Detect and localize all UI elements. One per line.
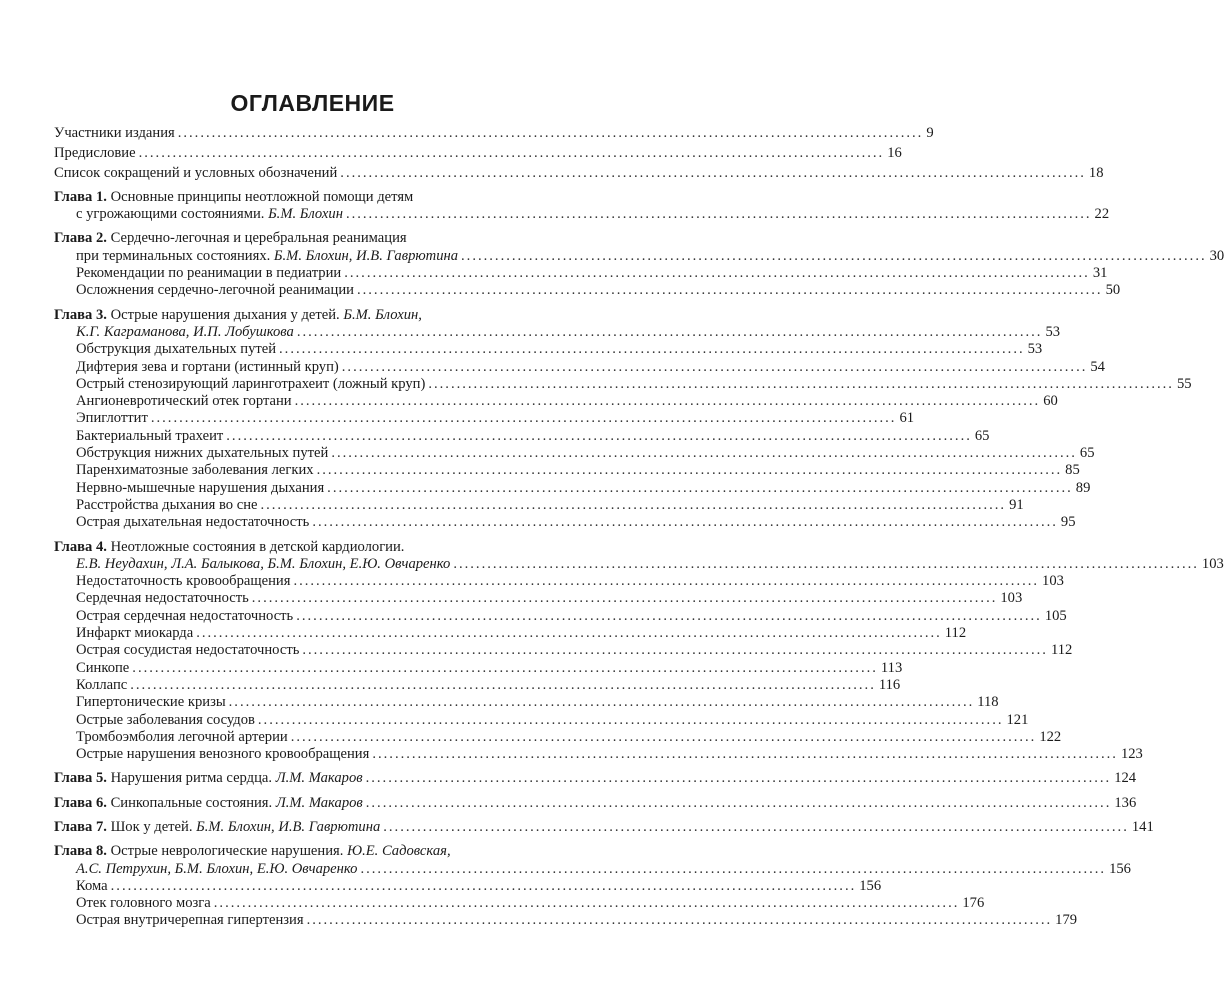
chapter-label: Глава 5. bbox=[54, 770, 107, 787]
chapter-heading-cont[interactable] bbox=[54, 247, 1224, 265]
chapter-authors: Б.М. Блохин, И.В. Гаврютина bbox=[273, 247, 459, 264]
page-number: 55 bbox=[1176, 375, 1192, 392]
page-number: 22 bbox=[1094, 206, 1110, 223]
page-number: 89 bbox=[1075, 479, 1091, 496]
toc-entry[interactable] bbox=[54, 462, 1080, 479]
entry-title: Сердечная недостаточность bbox=[76, 590, 249, 607]
dot-leader: .................................................................................................................................... bbox=[196, 625, 942, 642]
dot-leader: .................................................................................................................................... bbox=[345, 206, 1092, 223]
chapter-title-cont: при терминальных состояниях. bbox=[76, 247, 271, 264]
entry-title: Нервно-мышечные нарушения дыхания bbox=[76, 479, 325, 496]
page-number: 30 bbox=[1209, 247, 1224, 264]
dot-leader: .................................................................................................................................... bbox=[360, 860, 1107, 877]
page-number: 156 bbox=[859, 877, 882, 894]
entry-title: Недостаточность кровообращения bbox=[76, 573, 291, 590]
chapter-authors-cont: А.С. Петрухин, Б.М. Блохин, Е.Ю. Овчаренко bbox=[76, 860, 358, 877]
page-number: 65 bbox=[1079, 445, 1095, 462]
page-number: 118 bbox=[977, 694, 999, 711]
entry-title: Рекомендации по реанимации в педиатрии bbox=[76, 265, 342, 282]
page-number: 156 bbox=[1109, 860, 1131, 877]
toc-entry[interactable] bbox=[54, 393, 1058, 410]
chapter-authors: Л.М. Макаров bbox=[275, 770, 363, 787]
entry-title: Отек головного мозга bbox=[76, 895, 211, 912]
page-number: 124 bbox=[1114, 770, 1137, 787]
chapter-heading-cont[interactable] bbox=[54, 323, 1061, 341]
chapter-authors: Б.М. Блохин, И.В. Гаврютина bbox=[196, 818, 381, 835]
toc-entry[interactable] bbox=[54, 642, 1073, 659]
chapter-heading-cont[interactable] bbox=[54, 860, 1131, 878]
page-number: 113 bbox=[880, 659, 903, 676]
table-of-contents bbox=[54, 125, 1224, 930]
chapter-heading[interactable] bbox=[54, 770, 1137, 787]
chapter-heading[interactable] bbox=[54, 539, 572, 556]
chapter-heading-cont[interactable] bbox=[54, 555, 1224, 573]
toc-entry[interactable] bbox=[54, 445, 1095, 462]
page-number: 9 bbox=[926, 125, 934, 141]
entry-title: Острый стенозирующий ларинготрахеит (ложный круп) bbox=[76, 375, 426, 392]
page-number: 112 bbox=[944, 625, 967, 642]
toc-entry[interactable] bbox=[54, 282, 1121, 299]
toc-entry[interactable] bbox=[54, 265, 1108, 282]
toc-entry[interactable] bbox=[54, 358, 1105, 376]
page-number: 121 bbox=[1006, 711, 1029, 728]
entry-title: Острая сердечная недостаточность bbox=[76, 607, 294, 624]
page-number: 103 bbox=[1201, 555, 1224, 572]
dot-leader: .................................................................................................................................... bbox=[226, 427, 972, 444]
page-number: 179 bbox=[1055, 912, 1078, 929]
chapter-title: Острые неврологические нарушения. bbox=[110, 843, 344, 860]
page-number: 18 bbox=[1088, 164, 1104, 181]
chapter-authors: Б.М. Блохин bbox=[268, 206, 343, 223]
chapter-label: Глава 4. bbox=[54, 538, 107, 555]
toc-entry[interactable] bbox=[54, 514, 1076, 531]
page-number: 95 bbox=[1060, 514, 1076, 531]
chapter-authors-cont: К.Г. Каграманова, И.П. Лобушкова bbox=[76, 323, 294, 340]
chapter-title-cont: с угрожающими состояниями. bbox=[76, 206, 265, 223]
page-number: 123 bbox=[1120, 746, 1143, 763]
toc-entry[interactable] bbox=[54, 144, 902, 162]
page-number: 53 bbox=[1045, 323, 1061, 340]
chapter-heading-cont[interactable] bbox=[54, 206, 1110, 223]
chapter-label: Глава 7. bbox=[54, 818, 107, 835]
dot-leader: .................................................................................................................................... bbox=[293, 573, 1040, 590]
page-number: 53 bbox=[1027, 341, 1043, 358]
entry-title: Обструкция дыхательных путей bbox=[76, 341, 277, 358]
entry-title: Список сокращений и условных обозначений bbox=[54, 164, 338, 181]
dot-leader: .................................................................................................................................... bbox=[130, 676, 876, 693]
entry-title: Синкопе bbox=[76, 659, 130, 676]
toc-entry[interactable] bbox=[54, 496, 1024, 514]
dot-leader: .................................................................................................................................... bbox=[341, 358, 1088, 375]
page-number: 112 bbox=[1050, 642, 1073, 659]
page-number: 141 bbox=[1131, 818, 1154, 835]
page-title: ОГЛАВЛЕНИЕ bbox=[230, 90, 395, 116]
toc-entry[interactable] bbox=[54, 912, 1078, 929]
chapter-label: Глава 6. bbox=[54, 794, 107, 811]
chapter-heading[interactable] bbox=[54, 794, 1137, 812]
entry-title: Острая внутричерепная гипертензия bbox=[76, 912, 304, 929]
page-number: 31 bbox=[1092, 265, 1108, 282]
dot-leader: .................................................................................................................................... bbox=[132, 659, 878, 676]
entry-title: Бактериальный трахеит bbox=[76, 427, 224, 444]
chapter-label: Глава 3. bbox=[54, 306, 107, 323]
chapter-title: Синкопальные состояния. bbox=[110, 794, 273, 811]
dot-leader: .................................................................................................................................... bbox=[150, 410, 897, 427]
dot-leader: .................................................................................................................................... bbox=[428, 375, 1174, 392]
toc-entry[interactable] bbox=[54, 427, 990, 445]
page-number: 85 bbox=[1065, 462, 1080, 479]
entry-title: Предисловие bbox=[54, 144, 136, 161]
chapter-heading[interactable] bbox=[54, 230, 572, 247]
dot-leader: .................................................................................................................................... bbox=[461, 247, 1207, 264]
entry-title: Осложнения сердечно-легочной реанимации bbox=[76, 282, 354, 299]
page-number: 136 bbox=[1114, 794, 1137, 811]
toc-entry[interactable] bbox=[54, 410, 915, 427]
toc-entry[interactable] bbox=[54, 164, 1104, 182]
chapter-heading[interactable] bbox=[54, 818, 1154, 836]
chapter-heading[interactable] bbox=[54, 843, 572, 860]
chapter-authors: Л.М. Макаров bbox=[275, 794, 363, 811]
dot-leader: .................................................................................................................................... bbox=[306, 912, 1053, 929]
toc-entry[interactable] bbox=[54, 711, 1029, 729]
page-number: 50 bbox=[1105, 282, 1121, 299]
entry-title: Острая дыхательная недостаточность bbox=[76, 514, 310, 531]
dot-leader: .................................................................................................................................... bbox=[331, 445, 1077, 462]
entry-title: Обструкция нижних дыхательных путей bbox=[76, 445, 329, 462]
page-number: 105 bbox=[1044, 607, 1067, 624]
entry-title: Инфаркт миокарда bbox=[76, 625, 194, 642]
toc-entry[interactable] bbox=[54, 746, 1143, 763]
chapter-authors: Б.М. Блохин, bbox=[343, 306, 422, 323]
chapter-title: Острые нарушения дыхания у детей. bbox=[110, 306, 340, 323]
dot-leader: .................................................................................................................................... bbox=[383, 818, 1129, 835]
dot-leader: .................................................................................................................................... bbox=[110, 877, 857, 894]
page-number: 16 bbox=[887, 144, 902, 161]
entry-title: Коллапс bbox=[76, 676, 128, 693]
toc-entry[interactable] bbox=[54, 625, 967, 642]
dot-leader: .................................................................................................................................... bbox=[228, 694, 975, 711]
dot-leader: .................................................................................................................................... bbox=[453, 555, 1199, 572]
dot-leader: .................................................................................................................................... bbox=[316, 462, 1063, 479]
entry-title: Тромбоэмболия легочной артерии bbox=[76, 728, 288, 745]
dot-leader: .................................................................................................................................... bbox=[365, 770, 1112, 787]
chapter-title: Нарушения ритма сердца. bbox=[110, 770, 273, 787]
toc-entry[interactable] bbox=[54, 573, 1064, 590]
dot-leader: .................................................................................................................................... bbox=[296, 607, 1042, 624]
page-number: 91 bbox=[1009, 496, 1024, 513]
dot-leader: .................................................................................................................................... bbox=[296, 323, 1043, 340]
chapter-title: Неотложные состояния в детской кардиологии. bbox=[110, 538, 405, 555]
chapter-label: Глава 2. bbox=[54, 230, 107, 247]
page-number: 176 bbox=[962, 895, 985, 912]
page-number: 103 bbox=[1000, 590, 1023, 607]
dot-leader: .................................................................................................................................... bbox=[279, 341, 1025, 358]
toc-entry[interactable] bbox=[54, 728, 1062, 746]
dot-leader: .................................................................................................................................... bbox=[213, 895, 960, 912]
toc-entry[interactable] bbox=[54, 375, 1192, 393]
page-number: 54 bbox=[1090, 358, 1105, 375]
dot-leader: .................................................................................................................................... bbox=[251, 590, 998, 607]
toc-entry[interactable] bbox=[54, 607, 1067, 625]
dot-leader: .................................................................................................................................... bbox=[138, 144, 885, 161]
dot-leader: .................................................................................................................................... bbox=[177, 125, 924, 141]
dot-leader: .................................................................................................................................... bbox=[260, 496, 1007, 513]
dot-leader: .................................................................................................................................... bbox=[290, 728, 1037, 745]
dot-leader: .................................................................................................................................... bbox=[372, 746, 1118, 763]
page-number: 61 bbox=[899, 410, 915, 427]
toc-entry[interactable] bbox=[54, 479, 1091, 497]
page-number: 116 bbox=[878, 676, 901, 693]
entry-title: Гипертонические кризы bbox=[76, 694, 226, 711]
chapter-heading[interactable] bbox=[54, 189, 572, 206]
entry-title: Острые нарушения венозного кровообращения bbox=[76, 746, 370, 763]
chapter-title: Основные принципы неотложной помощи детям bbox=[110, 188, 414, 205]
dot-leader: .................................................................................................................................... bbox=[344, 265, 1090, 282]
chapter-label: Глава 1. bbox=[54, 188, 107, 205]
chapter-authors: Ю.Е. Садовская, bbox=[347, 843, 451, 860]
entry-title: Острые заболевания сосудов bbox=[76, 711, 255, 728]
toc-entry[interactable] bbox=[54, 590, 1023, 607]
toc-entry[interactable] bbox=[54, 341, 1043, 358]
entry-title: Кома bbox=[76, 877, 108, 894]
entry-title: Участники издания bbox=[54, 125, 175, 141]
entry-title: Расстройства дыхания во сне bbox=[76, 496, 258, 513]
entry-title: Эпиглоттит bbox=[76, 410, 148, 427]
page-number: 60 bbox=[1043, 393, 1058, 410]
dot-leader: .................................................................................................................................... bbox=[356, 282, 1103, 299]
page-number: 122 bbox=[1039, 728, 1062, 745]
chapter-title: Шок у детей. bbox=[110, 818, 193, 835]
toc-entry[interactable] bbox=[54, 694, 999, 711]
dot-leader: .................................................................................................................................... bbox=[340, 164, 1086, 181]
toc-entry[interactable] bbox=[54, 659, 903, 677]
page-number: 103 bbox=[1042, 573, 1064, 590]
entry-title: Паренхиматозные заболевания легких bbox=[76, 462, 314, 479]
dot-leader: .................................................................................................................................... bbox=[257, 711, 1004, 728]
dot-leader: .................................................................................................................................... bbox=[312, 514, 1058, 531]
entry-title: Дифтерия зева и гортани (истинный круп) bbox=[76, 358, 339, 375]
toc-entry[interactable] bbox=[54, 877, 882, 895]
dot-leader: .................................................................................................................................... bbox=[294, 393, 1041, 410]
entry-title: Острая сосудистая недостаточность bbox=[76, 642, 300, 659]
chapter-authors: Е.В. Неудахин, Л.А. Балыкова, Б.М. Блохин, Е.Ю. Овчаренко bbox=[76, 555, 451, 572]
dot-leader: .................................................................................................................................... bbox=[302, 642, 1048, 659]
toc-entry[interactable] bbox=[54, 676, 901, 694]
page-number: 65 bbox=[974, 427, 990, 444]
dot-leader: .................................................................................................................................... bbox=[327, 479, 1073, 496]
chapter-label: Глава 8. bbox=[54, 843, 107, 860]
chapter-title: Сердечно-легочная и церебральная реанимация bbox=[110, 230, 407, 247]
toc-entry[interactable] bbox=[54, 125, 934, 142]
dot-leader: .................................................................................................................................... bbox=[365, 794, 1112, 811]
toc-entry[interactable] bbox=[54, 895, 985, 912]
entry-title: Ангионевротический отек гортани bbox=[76, 393, 292, 410]
chapter-heading[interactable] bbox=[54, 307, 572, 324]
